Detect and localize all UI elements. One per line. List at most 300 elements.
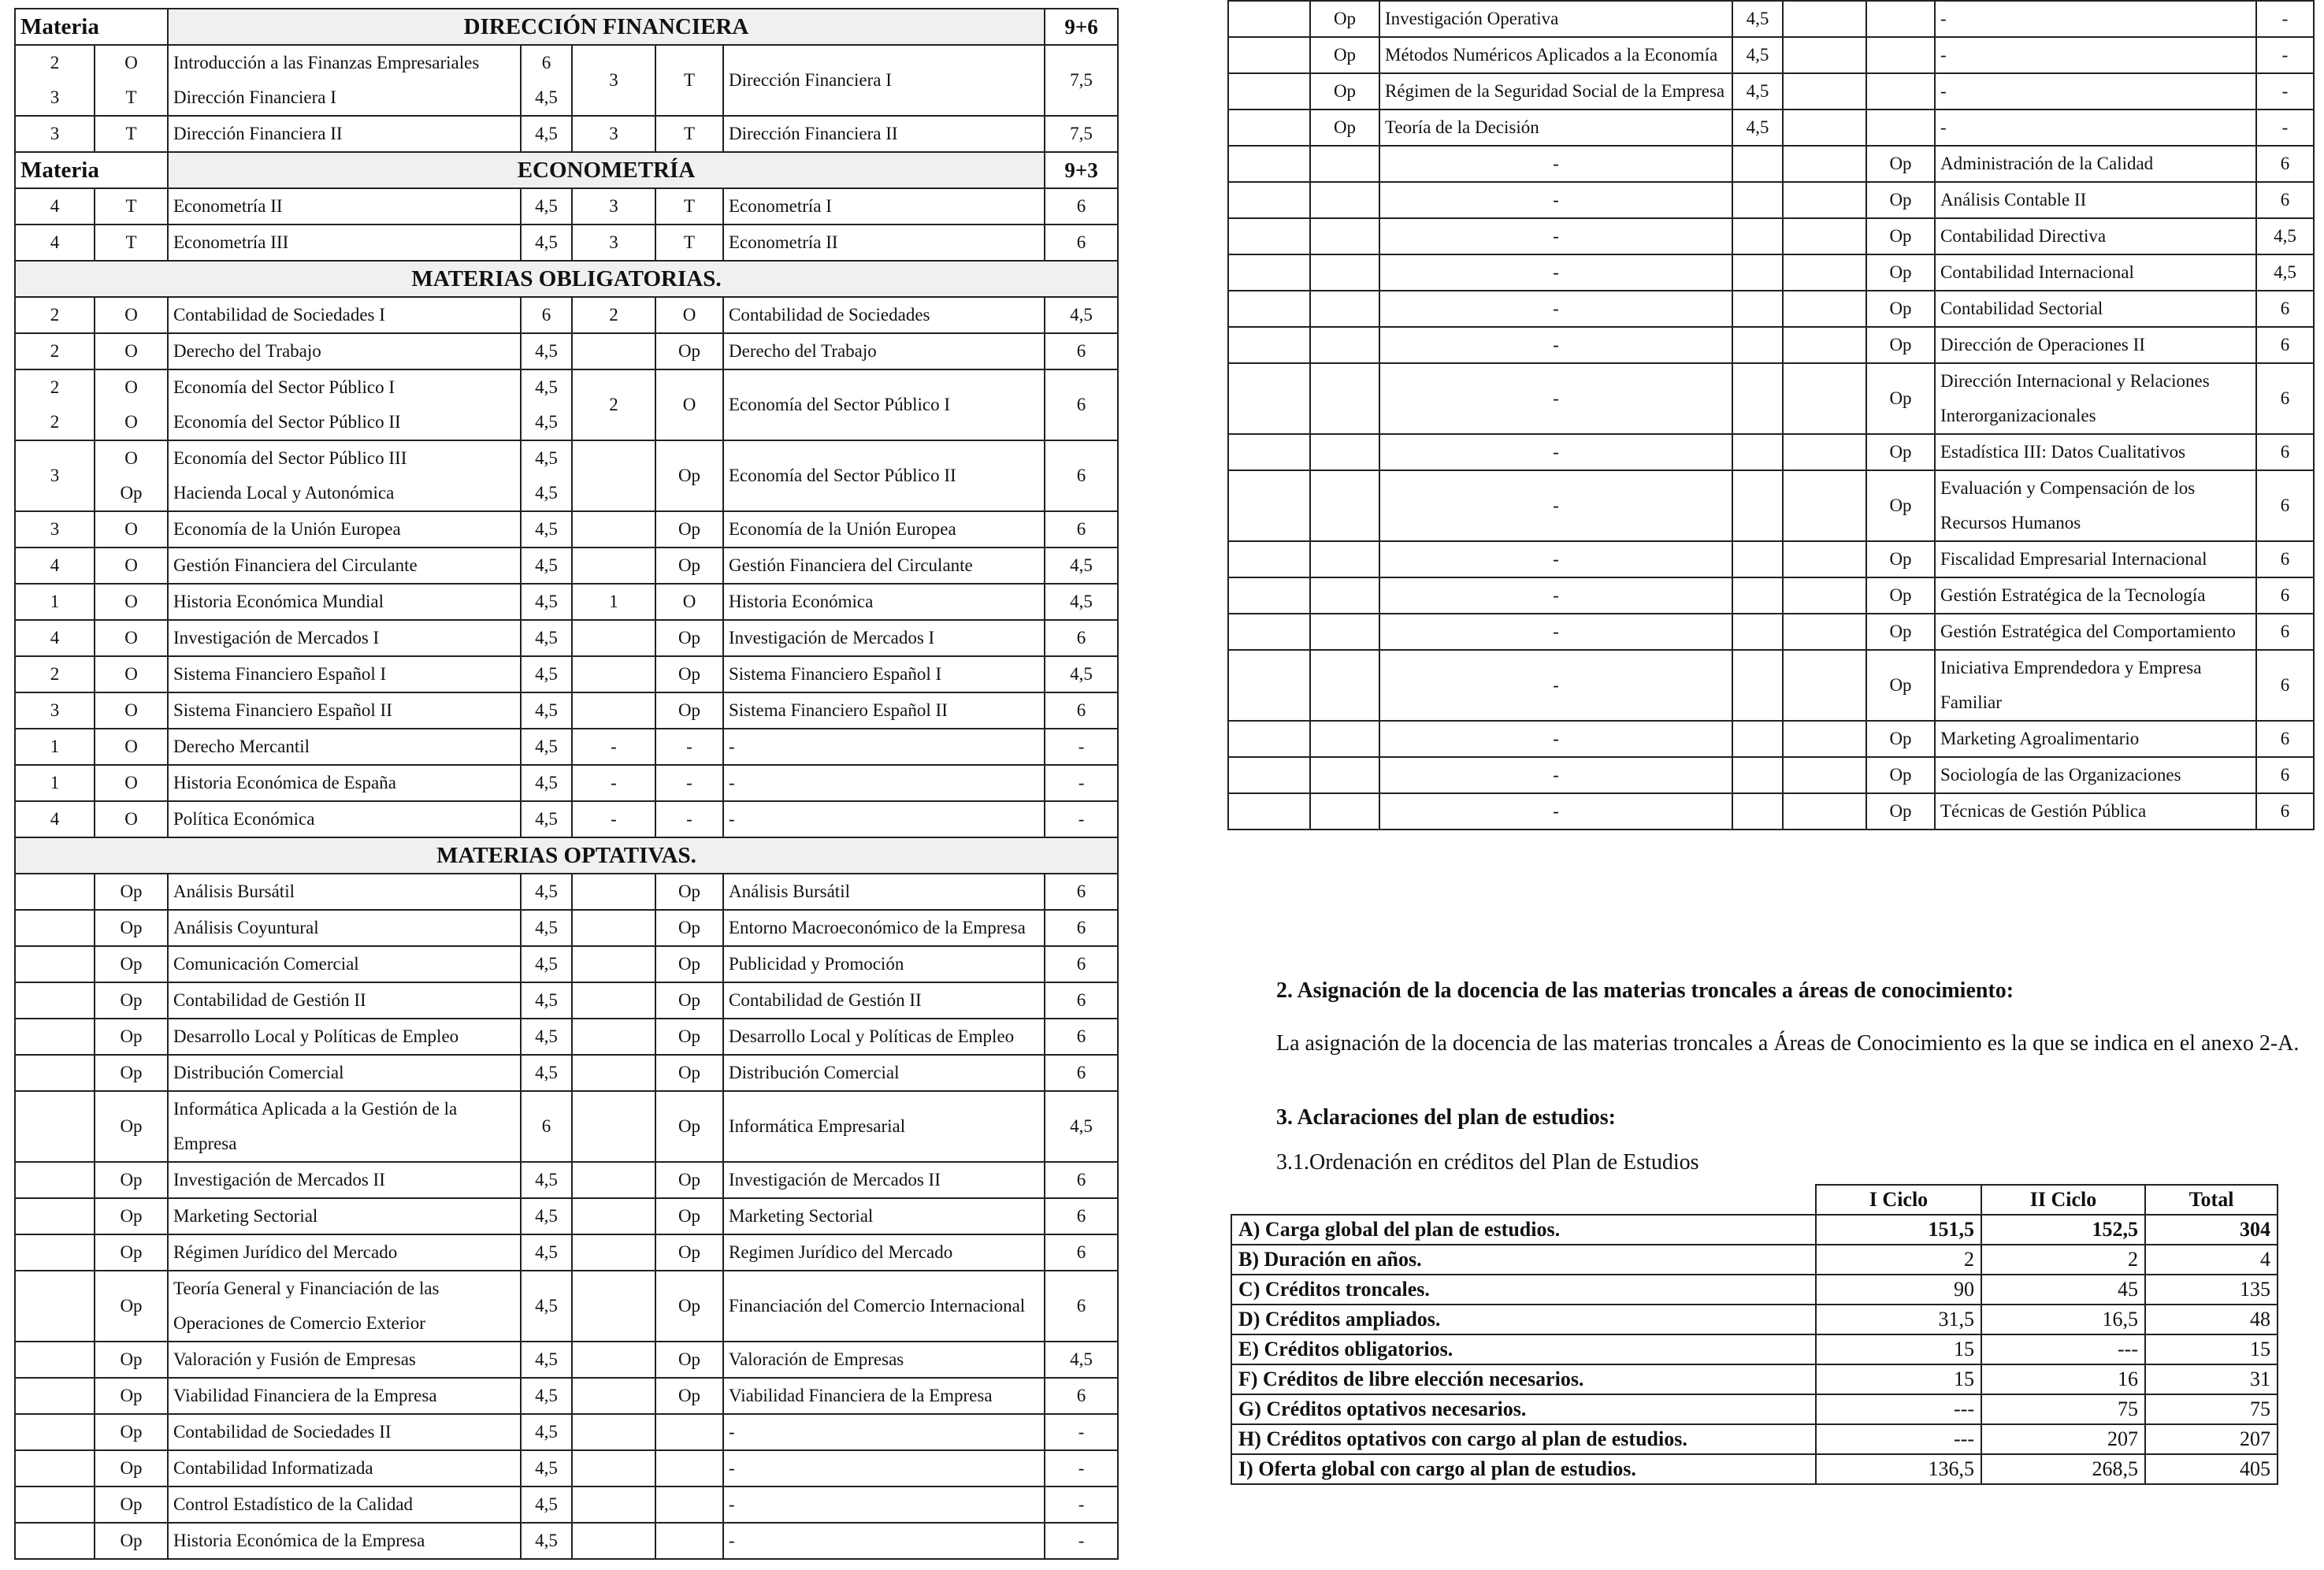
cell-asignatura-nueva: Técnicas de Gestión Pública: [1935, 793, 2256, 830]
cell-tipo-nuevo: -: [655, 801, 723, 837]
cell-tipo-nuevo: Op: [655, 1091, 723, 1162]
cell-curso: 4: [15, 188, 95, 225]
cell-curso: [15, 874, 95, 910]
cell-curso: 4: [15, 225, 95, 261]
cell-asignatura: Sistema Financiero Español I: [168, 656, 521, 692]
section-title: MATERIAS OBLIGATORIAS.: [15, 261, 1118, 297]
cell-tipo-nuevo: Op: [1866, 721, 1935, 757]
cell-curso-nuevo: [1783, 109, 1866, 146]
section-title: DIRECCIÓN FINANCIERA: [168, 9, 1045, 45]
cell-curso-nuevo: [1783, 650, 1866, 721]
cell-tipo: O: [95, 511, 168, 547]
cell-tipo-nuevo: Op: [1866, 577, 1935, 614]
cell-creditos: 4,5: [521, 801, 572, 837]
summary-ciclo1-value: 2: [1816, 1245, 1981, 1275]
cell-curso-nuevo: [572, 1342, 655, 1378]
cell-creditos-nuevos: -: [1045, 1486, 1118, 1523]
table-row: [1228, 650, 2314, 721]
summary-label: H) Créditos optativos con cargo al plan de estudios.: [1231, 1424, 1816, 1454]
cell-asignatura: Dirección Financiera II: [168, 116, 521, 152]
cell-tipo: Op: [95, 1271, 168, 1342]
cell-curso: [15, 982, 95, 1019]
table-row: [1228, 434, 2314, 470]
cell-creditos: 4,5: [521, 188, 572, 225]
section-2-heading: 2. Asignación de la docencia de las materias troncales a áreas de conocimiento:: [1276, 978, 2014, 1003]
cell-asignatura-nueva: -: [1935, 73, 2256, 109]
cell-curso-nuevo: [1783, 434, 1866, 470]
cell-creditos-nuevos: 6: [1045, 440, 1118, 511]
cell-asignatura: Economía del Sector Público III Hacienda Local y Autonómica: [168, 440, 521, 511]
cell-asignatura-nueva: Investigación de Mercados I: [723, 620, 1045, 656]
cell-creditos-nuevos: -: [2256, 1, 2314, 37]
cell-asignatura: Economía de la Unión Europea: [168, 511, 521, 547]
cell-creditos: 4,5: [521, 1523, 572, 1559]
cell-creditos: 4,5: [521, 1486, 572, 1523]
cell-asignatura-nueva: -: [723, 729, 1045, 765]
cell-curso-nuevo: 3: [572, 225, 655, 261]
table-row: [15, 1450, 1118, 1486]
cell-tipo: O: [95, 656, 168, 692]
cell-asignatura-nueva: -: [1935, 37, 2256, 73]
cell-creditos: 4,5: [521, 1378, 572, 1414]
cell-creditos-nuevos: 6: [2256, 363, 2314, 434]
cell-curso: [15, 1378, 95, 1414]
cell-curso-nuevo: 2: [572, 369, 655, 440]
cell-asignatura-nueva: Contabilidad de Gestión II: [723, 982, 1045, 1019]
cell-tipo: O: [95, 297, 168, 333]
cell-tipo: O T: [95, 45, 168, 116]
table-row: [15, 946, 1118, 982]
cell-curso: [1228, 109, 1310, 146]
cell-curso-nuevo: [572, 1414, 655, 1450]
cell-creditos-nuevos: 6: [1045, 188, 1118, 225]
cell-curso-nuevo: [1783, 614, 1866, 650]
section-header-row: [15, 152, 1118, 188]
table-row: [15, 333, 1118, 369]
table-row: [15, 547, 1118, 584]
cell-creditos: [1732, 182, 1783, 218]
summary-ciclo2-value: 268,5: [1981, 1454, 2145, 1484]
cell-curso: [1228, 73, 1310, 109]
section-2-text: La asignación de la docencia de las materias troncales a Áreas de Conocimiento es la que se indica en el anexo 2-A.: [1276, 1031, 2300, 1056]
cell-curso-nuevo: [572, 1019, 655, 1055]
table-row: [15, 511, 1118, 547]
cell-creditos: 4,5: [521, 584, 572, 620]
table-row: [15, 1091, 1118, 1162]
cell-tipo: Op: [95, 1019, 168, 1055]
cell-asignatura: -: [1379, 434, 1732, 470]
cell-asignatura: Sistema Financiero Español II: [168, 692, 521, 729]
table-row: [1228, 218, 2314, 254]
cell-creditos: [1732, 363, 1783, 434]
summary-label: A) Carga global del plan de estudios.: [1231, 1215, 1816, 1245]
cell-asignatura: -: [1379, 146, 1732, 182]
cell-creditos-nuevos: 6: [2256, 291, 2314, 327]
summary-total-value: 304: [2145, 1215, 2278, 1245]
cell-curso-nuevo: [1783, 721, 1866, 757]
cell-tipo: [1310, 650, 1379, 721]
cell-tipo: [1310, 434, 1379, 470]
table-row: [15, 440, 1118, 511]
cell-curso-nuevo: [1783, 327, 1866, 363]
cell-creditos: 6: [521, 297, 572, 333]
cell-creditos-nuevos: 6: [2256, 146, 2314, 182]
cell-creditos: 4,5: [521, 729, 572, 765]
cell-creditos-nuevos: 6: [2256, 721, 2314, 757]
cell-tipo: O: [95, 584, 168, 620]
cell-creditos: 6 4,5: [521, 45, 572, 116]
cell-creditos: 4,5 4,5: [521, 440, 572, 511]
table-row: [1228, 721, 2314, 757]
cell-creditos-nuevos: 6: [1045, 1234, 1118, 1271]
table-row: [15, 188, 1118, 225]
cell-curso-nuevo: [1783, 793, 1866, 830]
table-row: [15, 982, 1118, 1019]
cell-asignatura-nueva: Economía del Sector Público II: [723, 440, 1045, 511]
cell-tipo-nuevo: Op: [655, 1234, 723, 1271]
cell-asignatura-nueva: Sociología de las Organizaciones: [1935, 757, 2256, 793]
cell-tipo-nuevo: Op: [1866, 291, 1935, 327]
cell-asignatura-nueva: Evaluación y Compensación de los Recursos Humanos: [1935, 470, 2256, 541]
cell-creditos: 4,5: [521, 656, 572, 692]
cell-asignatura-nueva: Valoración de Empresas: [723, 1342, 1045, 1378]
cell-curso: [1228, 182, 1310, 218]
cell-creditos: 4,5: [521, 116, 572, 152]
cell-creditos-nuevos: 6: [2256, 434, 2314, 470]
cell-curso: 2: [15, 656, 95, 692]
cell-creditos-nuevos: 7,5: [1045, 116, 1118, 152]
cell-creditos: 4,5: [521, 511, 572, 547]
cell-asignatura: -: [1379, 327, 1732, 363]
cell-asignatura-nueva: Regimen Jurídico del Mercado: [723, 1234, 1045, 1271]
cell-asignatura: -: [1379, 793, 1732, 830]
cell-tipo: Op: [95, 1450, 168, 1486]
cell-creditos: [1732, 218, 1783, 254]
cell-creditos: [1732, 577, 1783, 614]
cell-asignatura: Gestión Financiera del Circulante: [168, 547, 521, 584]
cell-creditos-nuevos: 6: [1045, 1378, 1118, 1414]
summary-ciclo2-value: 45: [1981, 1275, 2145, 1305]
cell-tipo: O: [95, 547, 168, 584]
summary-row: [1231, 1424, 2278, 1454]
cell-curso-nuevo: 2: [572, 297, 655, 333]
summary-total-value: 48: [2145, 1305, 2278, 1334]
cell-asignatura-nueva: Informática Empresarial: [723, 1091, 1045, 1162]
cell-creditos-nuevos: 6: [2256, 614, 2314, 650]
cell-creditos-nuevos: 6: [1045, 982, 1118, 1019]
cell-creditos: 4,5: [521, 620, 572, 656]
cell-asignatura: -: [1379, 757, 1732, 793]
cell-asignatura: Derecho del Trabajo: [168, 333, 521, 369]
summary-row: [1231, 1334, 2278, 1364]
table-row: [1228, 541, 2314, 577]
summary-ciclo1-value: ---: [1816, 1394, 1981, 1424]
cell-creditos: [1732, 327, 1783, 363]
cell-asignatura: Historia Económica de España: [168, 765, 521, 801]
cell-curso-nuevo: [572, 1486, 655, 1523]
cell-tipo: Op: [95, 1342, 168, 1378]
cell-creditos-nuevos: 6: [1045, 333, 1118, 369]
cell-asignatura-nueva: -: [723, 801, 1045, 837]
summary-header-ciclo2: II Ciclo: [1981, 1185, 2145, 1215]
cell-creditos-nuevos: 6: [2256, 577, 2314, 614]
cell-tipo: Op: [95, 1198, 168, 1234]
cell-asignatura-nueva: Contabilidad Sectorial: [1935, 291, 2256, 327]
summary-ciclo2-value: 2: [1981, 1245, 2145, 1275]
cell-tipo-nuevo: [655, 1450, 723, 1486]
cell-curso: [15, 1055, 95, 1091]
cell-tipo-nuevo: Op: [1866, 434, 1935, 470]
summary-ciclo1-value: 90: [1816, 1275, 1981, 1305]
table-row: [1228, 254, 2314, 291]
cell-curso-nuevo: [572, 1450, 655, 1486]
cell-asignatura-nueva: Contabilidad de Sociedades: [723, 297, 1045, 333]
cell-curso-nuevo: [1783, 577, 1866, 614]
cell-creditos-nuevos: 6: [1045, 946, 1118, 982]
cell-curso: [15, 1486, 95, 1523]
table-row: [1228, 470, 2314, 541]
cell-asignatura-nueva: Análisis Bursátil: [723, 874, 1045, 910]
table-row: [15, 1234, 1118, 1271]
cell-asignatura: Contabilidad de Gestión II: [168, 982, 521, 1019]
cell-curso: [15, 1162, 95, 1198]
credits-summary-table: [1231, 1184, 2278, 1485]
cell-creditos-nuevos: 4,5: [1045, 584, 1118, 620]
cell-tipo: [1310, 327, 1379, 363]
cell-curso: [15, 1271, 95, 1342]
cell-curso-nuevo: [572, 620, 655, 656]
cell-creditos-nuevos: 6: [1045, 692, 1118, 729]
summary-header-total: Total: [2145, 1185, 2278, 1215]
cell-tipo-nuevo: Op: [1866, 614, 1935, 650]
cell-tipo-nuevo: Op: [655, 333, 723, 369]
cell-curso-nuevo: [572, 1234, 655, 1271]
cell-curso-nuevo: [572, 1055, 655, 1091]
summary-total-value: 405: [2145, 1454, 2278, 1484]
cell-creditos: 4,5: [521, 692, 572, 729]
cell-creditos-nuevos: 4,5: [1045, 547, 1118, 584]
cell-tipo-nuevo: [655, 1523, 723, 1559]
cell-curso: [1228, 614, 1310, 650]
table-row: [15, 297, 1118, 333]
summary-row: [1231, 1275, 2278, 1305]
cell-creditos-nuevos: 6: [2256, 182, 2314, 218]
cell-asignatura: Análisis Bursátil: [168, 874, 521, 910]
cell-creditos-nuevos: -: [1045, 765, 1118, 801]
summary-total-value: 135: [2145, 1275, 2278, 1305]
cell-asignatura-nueva: Viabilidad Financiera de la Empresa: [723, 1378, 1045, 1414]
cell-asignatura: -: [1379, 254, 1732, 291]
summary-total-value: 207: [2145, 1424, 2278, 1454]
cell-creditos: 4,5: [1732, 73, 1783, 109]
cell-tipo-nuevo: Op: [655, 692, 723, 729]
cell-curso: [1228, 37, 1310, 73]
section-title: ECONOMETRÍA: [168, 152, 1045, 188]
cell-creditos-nuevos: 6: [2256, 650, 2314, 721]
cell-curso-nuevo: [1783, 254, 1866, 291]
cell-creditos-nuevos: 6: [1045, 874, 1118, 910]
cell-curso-nuevo: [572, 1523, 655, 1559]
cell-tipo: O: [95, 801, 168, 837]
cell-creditos: [1732, 470, 1783, 541]
cell-curso: [1228, 650, 1310, 721]
cell-creditos-nuevos: -: [1045, 1523, 1118, 1559]
cell-creditos-nuevos: 6: [1045, 369, 1118, 440]
cell-curso: [15, 1450, 95, 1486]
cell-tipo-nuevo: Op: [655, 1162, 723, 1198]
cell-curso-nuevo: [572, 1162, 655, 1198]
cell-asignatura-nueva: Gestión Estratégica del Comportamiento: [1935, 614, 2256, 650]
cell-curso-nuevo: [572, 874, 655, 910]
table-row: [15, 765, 1118, 801]
cell-creditos: 4,5: [521, 1271, 572, 1342]
summary-row: [1231, 1454, 2278, 1484]
cell-creditos-nuevos: 6: [2256, 757, 2314, 793]
cell-asignatura-nueva: -: [723, 765, 1045, 801]
cell-asignatura: -: [1379, 577, 1732, 614]
cell-curso: [15, 1019, 95, 1055]
cell-tipo-nuevo: T: [655, 45, 723, 116]
cell-tipo-nuevo: [655, 1486, 723, 1523]
cell-creditos-nuevos: 6: [1045, 1271, 1118, 1342]
cell-asignatura: Investigación de Mercados I: [168, 620, 521, 656]
cell-creditos-nuevos: 6: [1045, 225, 1118, 261]
cell-tipo: [1310, 793, 1379, 830]
cell-tipo: Op: [95, 910, 168, 946]
cell-asignatura-nueva: Administración de la Calidad: [1935, 146, 2256, 182]
cell-curso-nuevo: [572, 982, 655, 1019]
cell-creditos: 4,5: [1732, 1, 1783, 37]
cell-creditos-nuevos: 4,5: [1045, 1342, 1118, 1378]
cell-tipo: Op: [1310, 73, 1379, 109]
cell-tipo-nuevo: T: [655, 116, 723, 152]
table-row: [1228, 363, 2314, 434]
table-row: [15, 1162, 1118, 1198]
table-row: [1228, 757, 2314, 793]
cell-creditos: 4,5: [521, 1198, 572, 1234]
cell-asignatura: Desarrollo Local y Políticas de Empleo: [168, 1019, 521, 1055]
table-row: [15, 1342, 1118, 1378]
table-row: [15, 729, 1118, 765]
cell-asignatura-nueva: -: [1935, 109, 2256, 146]
table-row: [15, 620, 1118, 656]
cell-asignatura: Régimen Jurídico del Mercado: [168, 1234, 521, 1271]
cell-asignatura: Contabilidad de Sociedades II: [168, 1414, 521, 1450]
cell-creditos-nuevos: -: [2256, 73, 2314, 109]
cell-tipo: O: [95, 333, 168, 369]
cell-curso: [15, 1091, 95, 1162]
summary-ciclo1-value: 151,5: [1816, 1215, 1981, 1245]
cell-creditos-nuevos: 6: [2256, 470, 2314, 541]
summary-total-value: 4: [2145, 1245, 2278, 1275]
cell-asignatura: Investigación de Mercados II: [168, 1162, 521, 1198]
cell-creditos-nuevos: -: [1045, 801, 1118, 837]
cell-creditos-nuevos: 6: [2256, 327, 2314, 363]
cell-curso: [15, 910, 95, 946]
cell-creditos-nuevos: 6: [1045, 1019, 1118, 1055]
cell-creditos: 4,5: [521, 1414, 572, 1450]
cell-tipo: T: [95, 116, 168, 152]
curriculum-table-left: [14, 8, 1119, 1560]
cell-tipo-nuevo: Op: [1866, 541, 1935, 577]
cell-asignatura-nueva: Iniciativa Emprendedora y Empresa Familiar: [1935, 650, 2256, 721]
cell-tipo: [1310, 363, 1379, 434]
cell-tipo: Op: [95, 1486, 168, 1523]
cell-creditos: 4,5: [521, 765, 572, 801]
cell-curso: 1: [15, 584, 95, 620]
cell-asignatura: Contabilidad Informatizada: [168, 1450, 521, 1486]
cell-asignatura-nueva: Financiación del Comercio Internacional: [723, 1271, 1045, 1342]
cell-curso: [1228, 146, 1310, 182]
cell-creditos: [1732, 541, 1783, 577]
table-row: [1228, 793, 2314, 830]
cell-curso: 3: [15, 692, 95, 729]
cell-creditos: 4,5: [521, 1019, 572, 1055]
cell-creditos-nuevos: 4,5: [1045, 1091, 1118, 1162]
table-row: [1228, 291, 2314, 327]
cell-tipo-nuevo: [1866, 37, 1935, 73]
cell-asignatura-nueva: Desarrollo Local y Políticas de Empleo: [723, 1019, 1045, 1055]
table-row: [1228, 182, 2314, 218]
cell-creditos: 4,5: [521, 225, 572, 261]
cell-curso-nuevo: 3: [572, 116, 655, 152]
table-row: [15, 692, 1118, 729]
cell-curso-nuevo: [1783, 541, 1866, 577]
summary-ciclo1-value: 15: [1816, 1334, 1981, 1364]
cell-tipo-nuevo: Op: [655, 946, 723, 982]
cell-tipo-nuevo: [655, 1414, 723, 1450]
cell-curso: [1228, 470, 1310, 541]
cell-asignatura: -: [1379, 721, 1732, 757]
cell-asignatura-nueva: Análisis Contable II: [1935, 182, 2256, 218]
cell-curso: 2 2: [15, 369, 95, 440]
summary-total-value: 31: [2145, 1364, 2278, 1394]
cell-asignatura-nueva: Dirección de Operaciones II: [1935, 327, 2256, 363]
table-row: [15, 1055, 1118, 1091]
cell-asignatura-nueva: Marketing Agroalimentario: [1935, 721, 2256, 757]
cell-curso-nuevo: [572, 511, 655, 547]
cell-tipo-nuevo: Op: [655, 1019, 723, 1055]
cell-curso-nuevo: [572, 692, 655, 729]
cell-curso: [1228, 757, 1310, 793]
cell-asignatura-nueva: -: [723, 1486, 1045, 1523]
section-total: 9+3: [1045, 152, 1118, 188]
cell-asignatura-nueva: Economía del Sector Público I: [723, 369, 1045, 440]
cell-curso-nuevo: 1: [572, 584, 655, 620]
cell-tipo: Op: [95, 874, 168, 910]
cell-creditos-nuevos: -: [2256, 109, 2314, 146]
table-row: [15, 584, 1118, 620]
cell-curso-nuevo: [572, 333, 655, 369]
table-row: [15, 1523, 1118, 1559]
cell-curso-nuevo: [1783, 218, 1866, 254]
cell-tipo-nuevo: Op: [655, 511, 723, 547]
cell-tipo: [1310, 541, 1379, 577]
cell-curso: 1: [15, 765, 95, 801]
cell-tipo: [1310, 182, 1379, 218]
table-row: [1228, 73, 2314, 109]
summary-ciclo2-value: ---: [1981, 1334, 2145, 1364]
cell-tipo-nuevo: Op: [655, 982, 723, 1019]
cell-tipo-nuevo: Op: [1866, 182, 1935, 218]
cell-curso-nuevo: [572, 1378, 655, 1414]
cell-tipo: [1310, 218, 1379, 254]
section-title: MATERIAS OPTATIVAS.: [15, 837, 1118, 874]
cell-curso-nuevo: -: [572, 765, 655, 801]
summary-label: C) Créditos troncales.: [1231, 1275, 1816, 1305]
cell-curso: [1228, 541, 1310, 577]
cell-curso: 2 3: [15, 45, 95, 116]
